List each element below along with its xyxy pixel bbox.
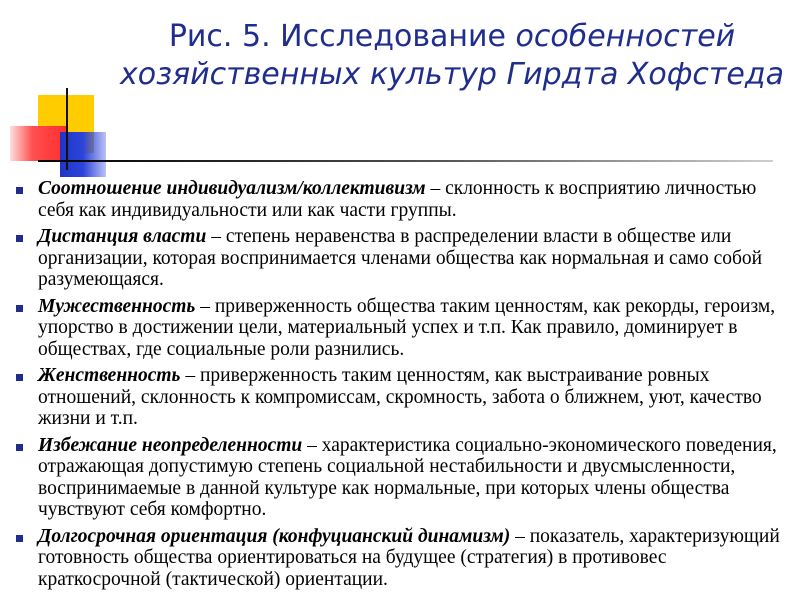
square-bullet-icon (16, 235, 23, 242)
item-term: Женственность (38, 365, 181, 386)
list-item (14, 296, 789, 361)
square-bullet-icon (16, 187, 23, 194)
list-item (14, 435, 789, 521)
content-area (14, 178, 789, 595)
item-text: – степень неравенства в распределении власти в обществе или организации, которая воспринимается членами общества как нормальная и само собой разумеющаяся. (38, 226, 763, 290)
item-text: – показатель, характеризующий готовность общества ориентироваться на будущее (стратегия) в противовес краткосрочной (тактической) ориентации. (38, 525, 780, 590)
item-term: Долгосрочная ориентация (конфуцианский динамизм) (38, 525, 511, 547)
vertical-divider-line (66, 88, 68, 170)
list-item (14, 365, 789, 430)
bullet-list (14, 178, 789, 590)
item-term: Соотношение индивидуализм/коллективизм (38, 178, 426, 199)
slide-title-prefix: Рис. 5. Исследование (168, 19, 516, 54)
item-text: – характеристика социально-экономического поведения, отражающая допустимую степень социальной нестабильности и двусмысленности, воспринимаемые в данной культуре как нормальные, при которых члены общества чувствуют себя комфортно. (38, 434, 777, 520)
red-square (10, 126, 66, 161)
list-item (14, 526, 789, 591)
list-item (14, 226, 789, 291)
item-text: – приверженность общества таким ценностям, как рекорды, героизм, упорство в достижении цели, материальный успех и т.п. Как правило, доминирует в обществах, где социальные роли разнились. (38, 295, 776, 360)
square-bullet-icon (16, 444, 23, 451)
square-bullet-icon (16, 374, 23, 381)
slide-title (112, 18, 792, 94)
item-term: Дистанция власти (38, 226, 207, 247)
item-text: – приверженность таким ценностям, как выстраивание ровных отношений, склонность к компромиссам, скромность, забота о ближнем, уют, качество жизни и т.п. (38, 365, 762, 429)
item-term: Избежание неопределенности (38, 434, 303, 456)
slide-title-italic: особенностей хозяйственных культур Гирдта Хофстеда (120, 19, 784, 92)
item-term: Мужественность (38, 295, 196, 317)
item-text: – склонность к восприятию личностью себя как индивидуальности или как части группы. (38, 178, 757, 221)
square-bullet-icon (16, 305, 23, 312)
square-bullet-icon (16, 535, 23, 542)
list-item (14, 178, 789, 221)
title-underline (38, 160, 773, 162)
